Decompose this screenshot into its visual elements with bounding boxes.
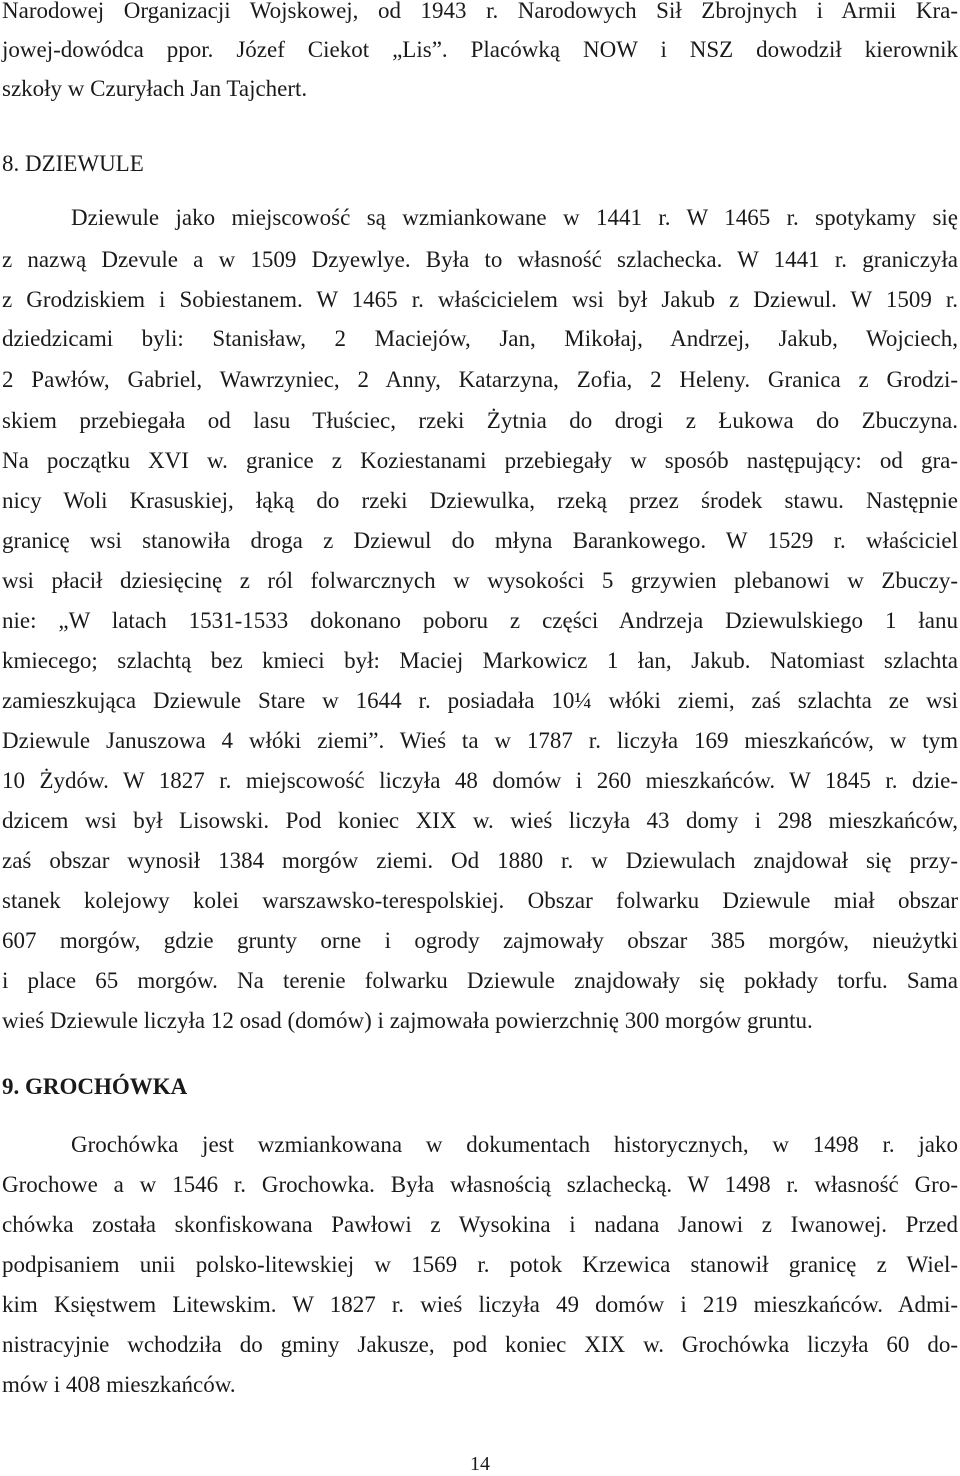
text-line: jowej-dowódca ppor. Józef Ciekot „Lis”. Placówką NOW i NSZ dowodził kierownik: [2, 37, 958, 62]
text-line: Na początku XVI w. granice z Koziestanami przebiegały w sposób następujący: od gra-: [2, 448, 958, 473]
section-heading-grochowka: 9. GROCHÓWKA: [2, 1074, 188, 1099]
text-line: Narodowej Organizacji Wojskowej, od 1943 r. Narodowych Sił Zbrojnych i Armii Kra-: [2, 0, 958, 23]
text-line: kim Księstwem Litewskim. W 1827 r. wieś liczyła 49 domów i 219 mieszkańców. Admi-: [2, 1292, 958, 1317]
text-line: Dziewule jako miejscowość są wzmiankowane w 1441 r. W 1465 r. spotykamy się: [71, 205, 958, 230]
text-line: 10 Żydów. W 1827 r. miejscowość liczyła 48 domów i 260 mieszkańców. W 1845 r. dzie-: [2, 768, 958, 793]
text-line: chówka została skonfiskowana Pawłowi z Wysokina i nadana Janowi z Iwanowej. Przed: [2, 1212, 958, 1237]
text-line: podpisaniem unii polsko-litewskiej w 1569 r. potok Krzewica stanowił granicę z Wiel-: [2, 1252, 958, 1277]
text-line: dziedzicami byli: Stanisław, 2 Maciejów, Jan, Mikołaj, Andrzej, Jakub, Wojciech,: [2, 326, 958, 351]
text-line: 607 morgów, gdzie grunty orne i ogrody zajmowały obszar 385 morgów, nieużytki: [2, 928, 958, 953]
text-line: zamieszkująca Dziewule Stare w 1644 r. posiadała 10¼ włóki ziemi, zaś szlachta ze wsi: [2, 688, 958, 713]
text-line: z Grodziskiem i Sobiestanem. W 1465 r. właścicielem wsi był Jakub z Dziewul. W 1509 r.: [2, 287, 958, 312]
text-line: z nazwą Dzevule a w 1509 Dzyewlye. Była to własność szlachecka. W 1441 r. graniczyła: [2, 247, 958, 272]
text-line: szkoły w Czuryłach Jan Tajchert.: [2, 76, 308, 101]
page-number: 14: [470, 1453, 490, 1475]
text-line: granicę wsi stanowiła droga z Dziewul do młyna Barankowego. W 1529 r. właściciel: [2, 528, 958, 553]
text-line: wieś Dziewule liczyła 12 osad (domów) i zajmowała powierzchnię 300 morgów gruntu.: [2, 1008, 813, 1033]
text-line: dzicem wsi był Lisowski. Pod koniec XIX w. wieś liczyła 43 domy i 298 mieszkańców,: [2, 808, 958, 833]
text-line: Grochowe a w 1546 r. Grochowka. Była własnością szlachecką. W 1498 r. własność Gro-: [2, 1172, 958, 1197]
text-line: Grochówka jest wzmiankowana w dokumentach historycznych, w 1498 r. jako: [71, 1132, 958, 1157]
text-line: nie: „W latach 1531-1533 dokonano poboru z części Andrzeja Dziewulskiego 1 łanu: [2, 608, 958, 633]
text-line: stanek kolejowy kolei warszawsko-terespolskiej. Obszar folwarku Dziewule miał obszar: [2, 888, 958, 913]
text-line: zaś obszar wynosił 1384 morgów ziemi. Od 1880 r. w Dziewulach znajdował się przy-: [2, 848, 958, 873]
section-heading-dziewule: 8. DZIEWULE: [2, 151, 144, 176]
text-line: nicy Woli Krasuskiej, łąką do rzeki Dziewulka, rzeką przez środek stawu. Następnie: [2, 488, 958, 513]
text-line: 2 Pawłów, Gabriel, Wawrzyniec, 2 Anny, Katarzyna, Zofia, 2 Heleny. Granica z Grodzi-: [2, 367, 958, 392]
text-line: wsi płacił dziesięcinę z ról folwarcznych w wysokości 5 grzywien plebanowi w Zbuczy-: [2, 568, 958, 593]
text-line: skiem przebiegała od lasu Tłuściec, rzeki Żytnia do drogi z Łukowa do Zbuczyna.: [2, 408, 958, 433]
text-line: i place 65 morgów. Na terenie folwarku Dziewule znajdowały się pokłady torfu. Sama: [2, 968, 958, 993]
text-line: Dziewule Januszowa 4 włóki ziemi”. Wieś ta w 1787 r. liczyła 169 mieszkańców, w tym: [2, 728, 958, 753]
text-line: kmiecego; szlachtą bez kmieci był: Maciej Markowicz 1 łan, Jakub. Natomiast szlachta: [2, 648, 958, 673]
text-line: nistracyjnie wchodziła do gminy Jakusze, pod koniec XIX w. Grochówka liczyła 60 do-: [2, 1332, 958, 1357]
text-line: mów i 408 mieszkańców.: [2, 1372, 236, 1397]
